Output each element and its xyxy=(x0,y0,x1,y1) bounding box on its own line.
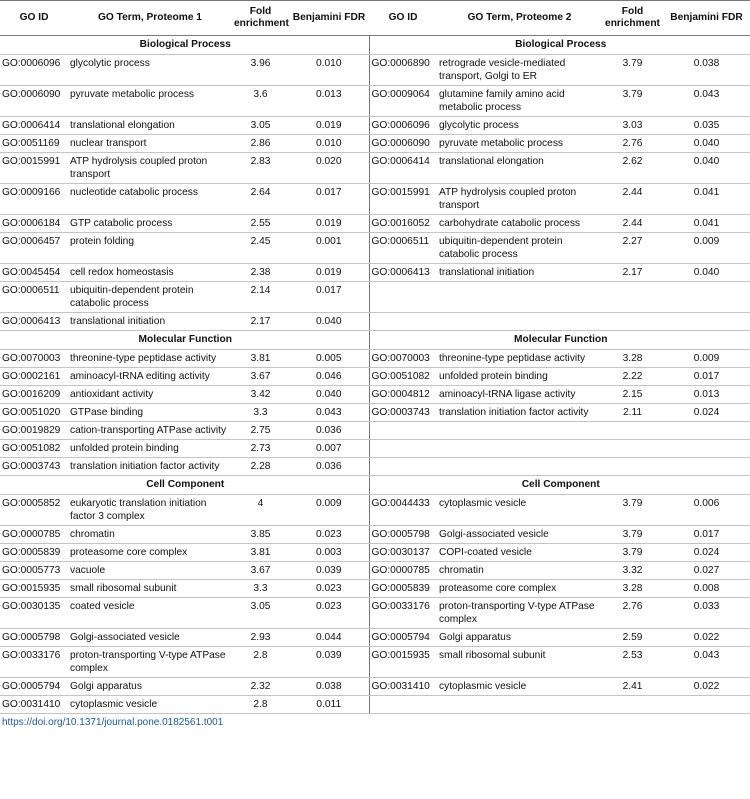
cell-fdr-2 xyxy=(663,696,750,714)
table-row xyxy=(0,404,750,422)
table-row xyxy=(0,696,750,714)
table-row xyxy=(0,440,750,458)
table-row xyxy=(0,215,750,233)
cell-fdr-2 xyxy=(663,313,750,331)
section-title-proteome-1: Molecular Function xyxy=(0,331,369,350)
cell-go-term-2: proteasome core complex xyxy=(437,580,602,598)
section-title-proteome-2: Molecular Function xyxy=(369,331,750,350)
cell-go-id-1: GO:0051082 xyxy=(0,440,68,458)
table-row xyxy=(0,350,750,368)
table-row xyxy=(0,282,750,313)
cell-fold-enrichment-1: 2.32 xyxy=(232,678,289,696)
cell-go-term-2: retrograde vesicle-mediated transport, Golgi to ER xyxy=(437,55,602,86)
cell-go-term-2: proton-transporting V-type ATPase complex xyxy=(437,598,602,629)
cell-go-term-2: threonine-type peptidase activity xyxy=(437,350,602,368)
cell-go-term-1: translational elongation xyxy=(68,117,232,135)
cell-go-id-2 xyxy=(369,313,437,331)
cell-go-id-2: GO:0004812 xyxy=(369,386,437,404)
cell-fold-enrichment-1: 2.8 xyxy=(232,696,289,714)
table-row xyxy=(0,386,750,404)
cell-go-id-2: GO:0030137 xyxy=(369,544,437,562)
table-row xyxy=(0,184,750,215)
cell-go-id-1: GO:0006511 xyxy=(0,282,68,313)
cell-fdr-2: 0.033 xyxy=(663,598,750,629)
col-header-go-term-1: GO Term, Proteome 1 xyxy=(68,1,232,36)
table-row xyxy=(0,629,750,647)
cell-go-id-2 xyxy=(369,282,437,313)
cell-go-id-1: GO:0015991 xyxy=(0,153,68,184)
cell-fold-enrichment-2 xyxy=(602,422,663,440)
cell-fdr-2: 0.022 xyxy=(663,678,750,696)
cell-fdr-2 xyxy=(663,440,750,458)
cell-fold-enrichment-2: 3.79 xyxy=(602,55,663,86)
cell-go-id-1: GO:0006090 xyxy=(0,86,68,117)
cell-fdr-1: 0.039 xyxy=(289,647,369,678)
cell-go-id-2: GO:0016052 xyxy=(369,215,437,233)
cell-go-id-1: GO:0045454 xyxy=(0,264,68,282)
cell-fdr-2: 0.009 xyxy=(663,233,750,264)
cell-go-id-2: GO:0006511 xyxy=(369,233,437,264)
cell-go-id-2: GO:0015935 xyxy=(369,647,437,678)
cell-go-term-1: nuclear transport xyxy=(68,135,232,153)
cell-fold-enrichment-2: 2.11 xyxy=(602,404,663,422)
cell-fdr-1: 0.005 xyxy=(289,350,369,368)
cell-fdr-1: 0.043 xyxy=(289,404,369,422)
cell-go-term-1: Golgi-associated vesicle xyxy=(68,629,232,647)
cell-go-id-2 xyxy=(369,440,437,458)
cell-fold-enrichment-1: 2.14 xyxy=(232,282,289,313)
cell-fold-enrichment-2: 2.44 xyxy=(602,184,663,215)
cell-go-id-1: GO:0006414 xyxy=(0,117,68,135)
cell-fold-enrichment-2: 2.76 xyxy=(602,598,663,629)
cell-go-term-2: cytoplasmic vesicle xyxy=(437,678,602,696)
cell-fdr-1: 0.019 xyxy=(289,117,369,135)
cell-fold-enrichment-1: 2.8 xyxy=(232,647,289,678)
cell-go-id-2: GO:0009064 xyxy=(369,86,437,117)
cell-fdr-2: 0.017 xyxy=(663,526,750,544)
cell-fdr-1: 0.013 xyxy=(289,86,369,117)
cell-fold-enrichment-1: 3.6 xyxy=(232,86,289,117)
cell-fold-enrichment-2: 2.41 xyxy=(602,678,663,696)
col-header-fold-1: Fold enrichment xyxy=(232,1,289,36)
cell-fold-enrichment-2: 2.22 xyxy=(602,368,663,386)
cell-fdr-2: 0.040 xyxy=(663,135,750,153)
cell-go-term-2: glycolytic process xyxy=(437,117,602,135)
cell-fold-enrichment-2: 2.53 xyxy=(602,647,663,678)
cell-go-id-2: GO:0006413 xyxy=(369,264,437,282)
cell-go-term-1: vacuole xyxy=(68,562,232,580)
cell-fold-enrichment-1: 2.75 xyxy=(232,422,289,440)
table-row xyxy=(0,458,750,476)
section-title-proteome-2: Biological Process xyxy=(369,36,750,55)
cell-fold-enrichment-2: 2.44 xyxy=(602,215,663,233)
cell-fdr-1: 0.020 xyxy=(289,153,369,184)
cell-fdr-1: 0.036 xyxy=(289,422,369,440)
cell-go-term-1: chromatin xyxy=(68,526,232,544)
cell-go-term-1: unfolded protein binding xyxy=(68,440,232,458)
cell-fold-enrichment-2 xyxy=(602,313,663,331)
col-header-fdr-1: Benjamini FDR xyxy=(289,1,369,36)
cell-fdr-1: 0.003 xyxy=(289,544,369,562)
cell-go-id-1: GO:0002161 xyxy=(0,368,68,386)
cell-go-id-2: GO:0006096 xyxy=(369,117,437,135)
cell-fold-enrichment-1: 2.45 xyxy=(232,233,289,264)
table-row xyxy=(0,153,750,184)
col-header-go-term-2: GO Term, Proteome 2 xyxy=(437,1,602,36)
cell-go-id-1: GO:0006096 xyxy=(0,55,68,86)
cell-fdr-2: 0.027 xyxy=(663,562,750,580)
cell-fold-enrichment-1: 3.81 xyxy=(232,350,289,368)
cell-fold-enrichment-1: 3.67 xyxy=(232,368,289,386)
cell-fold-enrichment-2 xyxy=(602,440,663,458)
cell-go-id-1: GO:0005773 xyxy=(0,562,68,580)
cell-go-id-2 xyxy=(369,458,437,476)
cell-fdr-2: 0.009 xyxy=(663,350,750,368)
col-header-fdr-2: Benjamini FDR xyxy=(663,1,750,36)
cell-fdr-2 xyxy=(663,282,750,313)
table-row xyxy=(0,678,750,696)
cell-fdr-1: 0.010 xyxy=(289,135,369,153)
cell-fdr-2: 0.013 xyxy=(663,386,750,404)
cell-fold-enrichment-1: 2.83 xyxy=(232,153,289,184)
cell-fdr-2: 0.035 xyxy=(663,117,750,135)
cell-fold-enrichment-2: 2.62 xyxy=(602,153,663,184)
cell-fdr-2: 0.006 xyxy=(663,495,750,526)
cell-go-term-2: pyruvate metabolic process xyxy=(437,135,602,153)
cell-fdr-1: 0.017 xyxy=(289,282,369,313)
cell-fdr-2: 0.041 xyxy=(663,215,750,233)
cell-fold-enrichment-1: 2.64 xyxy=(232,184,289,215)
cell-go-id-1: GO:0006184 xyxy=(0,215,68,233)
cell-fold-enrichment-2: 2.17 xyxy=(602,264,663,282)
cell-go-id-2: GO:0005794 xyxy=(369,629,437,647)
cell-go-id-2: GO:0033176 xyxy=(369,598,437,629)
cell-go-id-1: GO:0003743 xyxy=(0,458,68,476)
cell-fold-enrichment-1: 4 xyxy=(232,495,289,526)
cell-go-id-1: GO:0005794 xyxy=(0,678,68,696)
cell-go-id-2: GO:0005839 xyxy=(369,580,437,598)
cell-go-term-1: ubiquitin-dependent protein catabolic process xyxy=(68,282,232,313)
cell-go-id-1: GO:0033176 xyxy=(0,647,68,678)
cell-go-id-1: GO:0005852 xyxy=(0,495,68,526)
header-row xyxy=(0,1,750,36)
cell-go-term-2: Golgi-associated vesicle xyxy=(437,526,602,544)
cell-fold-enrichment-2: 3.79 xyxy=(602,495,663,526)
cell-go-term-1: nucleotide catabolic process xyxy=(68,184,232,215)
cell-fdr-2: 0.022 xyxy=(663,629,750,647)
cell-go-term-2: unfolded protein binding xyxy=(437,368,602,386)
section-title-proteome-2: Cell Component xyxy=(369,476,750,495)
table-row xyxy=(0,55,750,86)
cell-fdr-1: 0.039 xyxy=(289,562,369,580)
cell-go-id-2: GO:0015991 xyxy=(369,184,437,215)
table-row xyxy=(0,368,750,386)
cell-go-id-2: GO:0000785 xyxy=(369,562,437,580)
cell-fdr-1: 0.019 xyxy=(289,215,369,233)
col-header-go-id-2: GO ID xyxy=(369,1,437,36)
cell-fold-enrichment-1: 3.85 xyxy=(232,526,289,544)
cell-go-id-2: GO:0005798 xyxy=(369,526,437,544)
cell-go-term-1: Golgi apparatus xyxy=(68,678,232,696)
cell-go-term-1: GTP catabolic process xyxy=(68,215,232,233)
cell-go-term-1: pyruvate metabolic process xyxy=(68,86,232,117)
cell-go-id-1: GO:0005839 xyxy=(0,544,68,562)
cell-fold-enrichment-1: 2.17 xyxy=(232,313,289,331)
cell-fold-enrichment-2: 2.15 xyxy=(602,386,663,404)
cell-fdr-2: 0.017 xyxy=(663,368,750,386)
cell-go-id-2: GO:0031410 xyxy=(369,678,437,696)
cell-go-term-2: chromatin xyxy=(437,562,602,580)
cell-fold-enrichment-1: 3.96 xyxy=(232,55,289,86)
table-row xyxy=(0,598,750,629)
cell-go-term-1: small ribosomal subunit xyxy=(68,580,232,598)
cell-go-term-1: translational initiation xyxy=(68,313,232,331)
cell-go-term-2 xyxy=(437,696,602,714)
table-body xyxy=(0,36,750,714)
cell-fdr-2: 0.024 xyxy=(663,404,750,422)
cell-fold-enrichment-1: 2.86 xyxy=(232,135,289,153)
cell-fdr-1: 0.038 xyxy=(289,678,369,696)
section-title-proteome-1: Biological Process xyxy=(0,36,369,55)
cell-fdr-2: 0.040 xyxy=(663,264,750,282)
cell-fold-enrichment-2: 3.03 xyxy=(602,117,663,135)
table-row xyxy=(0,135,750,153)
cell-fold-enrichment-1: 3.67 xyxy=(232,562,289,580)
cell-fdr-1: 0.023 xyxy=(289,526,369,544)
col-header-go-id-1: GO ID xyxy=(0,1,68,36)
cell-go-id-2 xyxy=(369,696,437,714)
cell-go-term-2 xyxy=(437,422,602,440)
cell-go-term-1: protein folding xyxy=(68,233,232,264)
cell-fdr-1: 0.017 xyxy=(289,184,369,215)
cell-go-term-2: translational initiation xyxy=(437,264,602,282)
cell-go-term-2: translational elongation xyxy=(437,153,602,184)
cell-fdr-1: 0.011 xyxy=(289,696,369,714)
table-row xyxy=(0,526,750,544)
cell-go-term-2 xyxy=(437,282,602,313)
cell-go-term-2: COPI-coated vesicle xyxy=(437,544,602,562)
cell-fdr-1: 0.019 xyxy=(289,264,369,282)
cell-go-term-1: cation-transporting ATPase activity xyxy=(68,422,232,440)
cell-go-id-1: GO:0070003 xyxy=(0,350,68,368)
cell-go-term-2 xyxy=(437,440,602,458)
cell-go-term-1: eukaryotic translation initiation factor 3 complex xyxy=(68,495,232,526)
cell-go-term-1: translation initiation factor activity xyxy=(68,458,232,476)
cell-fdr-2: 0.038 xyxy=(663,55,750,86)
col-header-fold-2: Fold enrichment xyxy=(602,1,663,36)
cell-fdr-1: 0.040 xyxy=(289,313,369,331)
table-row xyxy=(0,233,750,264)
table-row xyxy=(0,647,750,678)
cell-go-term-1: ATP hydrolysis coupled proton transport xyxy=(68,153,232,184)
cell-fold-enrichment-1: 3.3 xyxy=(232,580,289,598)
cell-fdr-1: 0.040 xyxy=(289,386,369,404)
doi-link[interactable]: https://doi.org/10.1371/journal.pone.0182561.t001 xyxy=(2,717,224,728)
table-row xyxy=(0,544,750,562)
cell-fold-enrichment-1: 3.81 xyxy=(232,544,289,562)
table-row xyxy=(0,580,750,598)
section-title-proteome-1: Cell Component xyxy=(0,476,369,495)
cell-fdr-1: 0.007 xyxy=(289,440,369,458)
cell-fold-enrichment-1: 2.73 xyxy=(232,440,289,458)
cell-fold-enrichment-1: 2.38 xyxy=(232,264,289,282)
table-row xyxy=(0,422,750,440)
section-header-row xyxy=(0,476,750,495)
cell-fold-enrichment-2: 3.28 xyxy=(602,580,663,598)
cell-fdr-2: 0.043 xyxy=(663,647,750,678)
cell-go-term-1: proteasome core complex xyxy=(68,544,232,562)
cell-fdr-2: 0.041 xyxy=(663,184,750,215)
cell-go-term-1: GTPase binding xyxy=(68,404,232,422)
table-row xyxy=(0,495,750,526)
cell-fdr-1: 0.046 xyxy=(289,368,369,386)
cell-go-id-1: GO:0006413 xyxy=(0,313,68,331)
cell-fold-enrichment-1: 3.3 xyxy=(232,404,289,422)
cell-go-id-2: GO:0070003 xyxy=(369,350,437,368)
cell-go-id-1: GO:0051169 xyxy=(0,135,68,153)
cell-go-term-1: antioxidant activity xyxy=(68,386,232,404)
cell-fold-enrichment-2 xyxy=(602,696,663,714)
table-row xyxy=(0,562,750,580)
cell-fdr-2: 0.043 xyxy=(663,86,750,117)
cell-fold-enrichment-2: 2.27 xyxy=(602,233,663,264)
cell-go-term-2: ubiquitin-dependent protein catabolic process xyxy=(437,233,602,264)
cell-fold-enrichment-2: 3.79 xyxy=(602,86,663,117)
cell-go-term-2: cytoplasmic vesicle xyxy=(437,495,602,526)
table-row xyxy=(0,264,750,282)
cell-fold-enrichment-2 xyxy=(602,282,663,313)
cell-fold-enrichment-1: 2.93 xyxy=(232,629,289,647)
cell-go-id-2: GO:0003743 xyxy=(369,404,437,422)
table-row xyxy=(0,313,750,331)
cell-go-term-2 xyxy=(437,313,602,331)
cell-fdr-1: 0.001 xyxy=(289,233,369,264)
cell-go-term-1: threonine-type peptidase activity xyxy=(68,350,232,368)
cell-fdr-2: 0.040 xyxy=(663,153,750,184)
cell-go-term-1: coated vesicle xyxy=(68,598,232,629)
cell-fdr-1: 0.023 xyxy=(289,580,369,598)
cell-go-id-1: GO:0006457 xyxy=(0,233,68,264)
cell-go-term-2: glutamine family amino acid metabolic process xyxy=(437,86,602,117)
cell-go-id-2: GO:0006414 xyxy=(369,153,437,184)
cell-fdr-1: 0.009 xyxy=(289,495,369,526)
cell-fold-enrichment-1: 2.28 xyxy=(232,458,289,476)
cell-fold-enrichment-2: 3.32 xyxy=(602,562,663,580)
cell-fdr-2 xyxy=(663,422,750,440)
cell-fdr-1: 0.010 xyxy=(289,55,369,86)
cell-go-term-1: aminoacyl-tRNA editing activity xyxy=(68,368,232,386)
cell-go-term-1: proton-transporting V-type ATPase complex xyxy=(68,647,232,678)
cell-go-id-1: GO:0016209 xyxy=(0,386,68,404)
cell-go-id-1: GO:0009166 xyxy=(0,184,68,215)
cell-fold-enrichment-1: 2.55 xyxy=(232,215,289,233)
cell-fold-enrichment-2: 2.76 xyxy=(602,135,663,153)
section-header-row xyxy=(0,331,750,350)
cell-fdr-1: 0.044 xyxy=(289,629,369,647)
cell-go-term-1: glycolytic process xyxy=(68,55,232,86)
cell-go-id-2: GO:0006090 xyxy=(369,135,437,153)
cell-go-term-2: aminoacyl-tRNA ligase activity xyxy=(437,386,602,404)
cell-go-term-2: translation initiation factor activity xyxy=(437,404,602,422)
cell-go-term-1: cytoplasmic vesicle xyxy=(68,696,232,714)
cell-go-id-1: GO:0051020 xyxy=(0,404,68,422)
cell-fold-enrichment-1: 3.05 xyxy=(232,598,289,629)
cell-fdr-1: 0.036 xyxy=(289,458,369,476)
cell-fdr-2: 0.008 xyxy=(663,580,750,598)
cell-go-id-2: GO:0044433 xyxy=(369,495,437,526)
cell-go-id-1: GO:0005798 xyxy=(0,629,68,647)
cell-go-id-1: GO:0000785 xyxy=(0,526,68,544)
cell-go-term-2 xyxy=(437,458,602,476)
cell-fold-enrichment-2: 3.79 xyxy=(602,526,663,544)
cell-go-term-2: small ribosomal subunit xyxy=(437,647,602,678)
table-row xyxy=(0,117,750,135)
cell-go-term-2: carbohydrate catabolic process xyxy=(437,215,602,233)
table-row xyxy=(0,86,750,117)
cell-fold-enrichment-2: 3.28 xyxy=(602,350,663,368)
cell-fdr-1: 0.023 xyxy=(289,598,369,629)
cell-fold-enrichment-1: 3.42 xyxy=(232,386,289,404)
cell-go-term-2: ATP hydrolysis coupled proton transport xyxy=(437,184,602,215)
cell-fdr-2: 0.024 xyxy=(663,544,750,562)
cell-go-id-1: GO:0015935 xyxy=(0,580,68,598)
cell-go-id-2: GO:0051082 xyxy=(369,368,437,386)
cell-fold-enrichment-2: 3.79 xyxy=(602,544,663,562)
cell-go-id-2 xyxy=(369,422,437,440)
cell-go-id-1: GO:0019829 xyxy=(0,422,68,440)
cell-go-term-2: Golgi apparatus xyxy=(437,629,602,647)
cell-fold-enrichment-1: 3.05 xyxy=(232,117,289,135)
cell-go-id-2: GO:0006890 xyxy=(369,55,437,86)
cell-go-term-1: cell redox homeostasis xyxy=(68,264,232,282)
cell-go-id-1: GO:0031410 xyxy=(0,696,68,714)
cell-go-id-1: GO:0030135 xyxy=(0,598,68,629)
cell-fold-enrichment-2: 2.59 xyxy=(602,629,663,647)
cell-fold-enrichment-2 xyxy=(602,458,663,476)
cell-fdr-2 xyxy=(663,458,750,476)
section-header-row xyxy=(0,36,750,55)
